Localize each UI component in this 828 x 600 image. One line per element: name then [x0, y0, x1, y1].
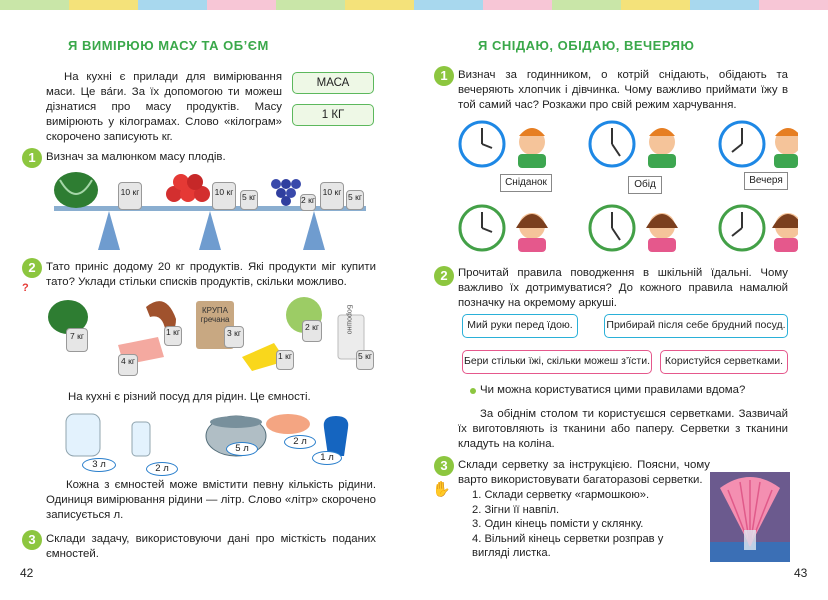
- bottle-icon: [132, 422, 150, 456]
- girl-icon: [646, 213, 678, 252]
- volume-label: 3 л: [82, 458, 116, 472]
- grapes-icon: [271, 179, 301, 206]
- figure-icon: ✋: [432, 481, 451, 498]
- volume-label: 2 л: [284, 435, 316, 449]
- page-title: Я СНІДАЮ, ОБІДАЮ, ВЕЧЕРЯЮ: [478, 38, 695, 53]
- page-number: 43: [794, 566, 808, 580]
- liquid-paragraph: Кожна з ємностей може вмістити певну кількість рідини. Одиниця вимірювання рідини — літр. Слово «літр» скорочено записується л.: [46, 479, 376, 521]
- task-text: Склади задачу, використовуючи дані про місткість поданих ємностей.: [46, 533, 376, 560]
- task-text: Визнач за малюнком масу плодів.: [46, 151, 226, 163]
- weight: 2 кг: [300, 194, 316, 211]
- task-number: 3: [22, 530, 42, 550]
- meal-label-lunch: Обід: [628, 176, 662, 194]
- meal-label-dinner: Вечеря: [744, 172, 788, 190]
- rule-card: Прибирай після себе брудний посуд.: [604, 314, 788, 338]
- bullet-icon: [470, 388, 476, 394]
- napkin-paragraph: За обіднім столом ти користуєшся серветками. Зазвичай їх виготовляють із тканини або паперу. Серветки з тканини кладуть на коліна.: [458, 408, 788, 450]
- page-number: 42: [20, 566, 34, 580]
- clock-icon: [460, 122, 504, 166]
- list-item: 3. Один кінець помісти у склянку.: [472, 518, 644, 530]
- task-number: 3: [434, 456, 454, 476]
- top-color-stripe: [0, 0, 828, 10]
- task-text: Тато приніс додому 20 кг продуктів. Які продукти міг купити тато? Уклади стільки списків продуктів, скільки можливо.: [46, 261, 376, 288]
- clock-icon: [720, 206, 764, 250]
- volume-label: 2 л: [146, 462, 178, 476]
- weight: 10 кг: [118, 182, 142, 210]
- bowl-icon: [266, 414, 310, 434]
- list-item: 4. Вільний кінець серветки розправ у вигляді листка.: [472, 532, 664, 559]
- page-title: Я ВИМІРЮЮ МАСУ ТА ОБ’ЄМ: [68, 38, 269, 53]
- jar-icon: [66, 414, 100, 456]
- buckwheat-label: КРУПА гречана: [200, 306, 230, 324]
- flour-label: Борошно: [345, 304, 353, 335]
- task-number: 1: [434, 66, 454, 86]
- mass-box: МАСА: [292, 72, 374, 94]
- task-number: 1: [22, 148, 42, 168]
- task-number: 2: [22, 258, 42, 278]
- clock-icon: [460, 206, 504, 250]
- weight: 5 кг: [356, 350, 374, 370]
- boy-icon: [648, 128, 676, 168]
- weight: 10 кг: [320, 182, 344, 210]
- task-text: Склади серветку за інструкцією. Поясни, чому варто використовувати багаторазові серветки.: [458, 459, 710, 486]
- question-text: Чи можна користуватися цими правилами вдома?: [480, 384, 746, 396]
- question-mark-icon: ?: [22, 282, 29, 294]
- boy-icon: [518, 128, 546, 168]
- volume-label: 1 л: [312, 451, 342, 465]
- girl-icon: [772, 213, 798, 252]
- napkin-photo: [710, 472, 790, 562]
- task-text: Визнач за годинником, о котрій снідають, обідають та вечеряють хлопчик і дівчинка. Чому важливо приймати їжу в той самий час? Розкажи про свій режим харчування.: [458, 69, 788, 111]
- volume-label: 5 л: [226, 442, 258, 456]
- weight: 3 кг: [224, 326, 244, 348]
- task-text: Прочитай правила поводження в шкільній їдальні. Чому важливо їх дотримуватися? До кожного правила намалюй позначку на окремому аркуші.: [458, 267, 788, 309]
- right-page: [414, 10, 828, 600]
- girl-icon: [516, 213, 548, 252]
- task-number: 2: [434, 266, 454, 286]
- instruction-list: [472, 488, 692, 561]
- rule-card: Мий руки перед їдою.: [462, 314, 578, 338]
- clock-icon: [590, 206, 634, 250]
- weight: 2 кг: [302, 320, 322, 342]
- jug-icon: [324, 416, 349, 456]
- clock-icon: [590, 122, 634, 166]
- weight: 5 кг: [346, 190, 364, 210]
- rule-card: Бери стільки їжі, скільки можеш з’їсти.: [462, 350, 652, 374]
- weight: 5 кг: [240, 190, 258, 210]
- weight: 1 кг: [164, 326, 182, 346]
- weight: 10 кг: [212, 182, 236, 210]
- dishes-text: На кухні є різний посуд для рідин. Це ємності.: [68, 391, 311, 403]
- list-item: 2. Зігни її навпіл.: [472, 503, 560, 516]
- weight: 4 кг: [118, 354, 138, 376]
- watermelon-icon: [54, 172, 98, 208]
- clock-icon: [720, 122, 764, 166]
- left-page: [0, 10, 414, 600]
- meal-label-breakfast: Сніданок: [500, 174, 552, 192]
- weight: 1 кг: [276, 350, 294, 370]
- tomatoes-icon: [166, 174, 210, 202]
- list-item: 1. Склади серветку «гармошкою».: [472, 489, 650, 501]
- weight: 7 кг: [66, 328, 88, 352]
- boy-icon: [774, 128, 798, 168]
- rule-card: Користуйся серветками.: [660, 350, 788, 374]
- intro-paragraph: На кухні є прилади для вимірювання маси. Це ва́ги. За їх допомогою ти можеш дізнатися про масу продуктів. Масу вимірюють у кілограмах. Слово «кілограм» скорочено записують кг.: [46, 71, 282, 143]
- one-kg-box: 1 КГ: [292, 104, 374, 126]
